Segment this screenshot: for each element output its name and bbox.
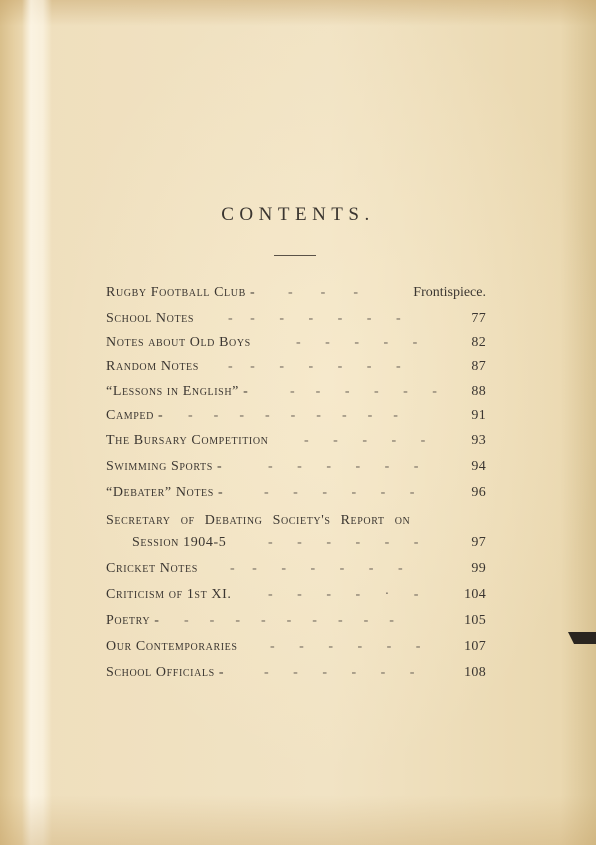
toc-entry-title: Camped - [106, 408, 164, 423]
leader-dashes: - - - - - - [264, 485, 415, 500]
toc-entry-random-notes [106, 358, 486, 376]
toc-entry-title: Swimming Sports - [106, 459, 223, 474]
toc-entry-page: Frontispiece. [413, 285, 486, 300]
leader-dashes: - - - - - - [268, 459, 419, 474]
toc-entry-title: Secretary of Debating Society's Report on [106, 513, 411, 528]
toc-entry-page: 108 [464, 665, 486, 680]
toc-entry-page: 96 [471, 485, 486, 500]
toc-entry-title: The Bursary Competition [106, 433, 269, 448]
toc-entry-title-line2: Session 1904-5 [132, 535, 227, 550]
toc-entry-page: 82 [471, 335, 486, 350]
toc-entry-school-notes [106, 310, 486, 328]
leader-dashes: - - - - - [304, 433, 426, 448]
toc-entry-title: School Officials - [106, 665, 225, 680]
leader-dashes: - - - - - - [264, 665, 415, 680]
toc-entry-camped [106, 407, 486, 425]
toc-entry-notes-about-old-boys [106, 334, 486, 352]
leader-dashes: - - - - - - [290, 384, 437, 399]
toc-entry-title: Poetry - [106, 613, 160, 628]
toc-entry-page: 91 [471, 408, 486, 423]
toc-entry-school-officials [106, 664, 486, 682]
toc-entry-debating-society-report [106, 512, 486, 552]
leader-dashes: - - - - - - - [230, 561, 403, 576]
toc-entry-cricket-notes [106, 560, 486, 578]
toc-entry-rugby-football-club [106, 284, 486, 302]
toc-entry-page: 97 [471, 535, 486, 550]
toc-entry-poetry [106, 612, 486, 630]
toc-entry-page: 88 [471, 384, 486, 399]
toc-entry-title: Cricket Notes [106, 561, 198, 576]
toc-entry-page: 104 [464, 587, 486, 602]
toc-entry-page: 87 [471, 359, 486, 374]
toc-entry-debater-notes [106, 484, 486, 502]
leader-dashes: - - - - - - - - - [188, 408, 398, 423]
toc-entry-page: 107 [464, 639, 486, 654]
leader-dashes: - - - - - - - [228, 359, 401, 374]
toc-entry-title: Notes about Old Boys [106, 335, 251, 350]
leader-dashes: - - - - - [296, 335, 418, 350]
toc-entry-title: “Lessons in English” - [106, 384, 249, 399]
toc-entry-our-contemporaries [106, 638, 486, 656]
toc-entry-page: 105 [464, 613, 486, 628]
toc-entry-swimming-sports [106, 458, 486, 476]
page-title: CONTENTS. [221, 204, 375, 225]
leader-dashes: - - - - · - [268, 587, 419, 602]
toc-entry-title: School Notes [106, 311, 195, 326]
leader-dashes: - - - - - - - [228, 311, 401, 326]
toc-entry-lessons-in-english [106, 383, 486, 401]
toc-entry-page: 93 [471, 433, 486, 448]
toc-entry-title: Criticism of 1st XI. [106, 587, 232, 602]
leader-dashes: - - - - - - - - - [184, 613, 394, 628]
toc-entry-page: 94 [471, 459, 486, 474]
toc-entry-criticism-of-1st-xi [106, 586, 486, 604]
toc-entry-page: 99 [471, 561, 486, 576]
leader-dashes: - - - - - - [268, 535, 419, 550]
toc-entry-title: Random Notes [106, 359, 199, 374]
toc-entry-title: Rugby Football Club - [106, 285, 256, 300]
toc-entry-title: “Debater” Notes - [106, 485, 224, 500]
toc-entry-page: 77 [471, 311, 486, 326]
leader-dashes: - - - - - - [270, 639, 421, 654]
toc-entry-bursary-competition [106, 432, 486, 450]
leader-dashes: - - - [288, 285, 358, 300]
toc-entry-title: Our Contemporaries [106, 639, 238, 654]
